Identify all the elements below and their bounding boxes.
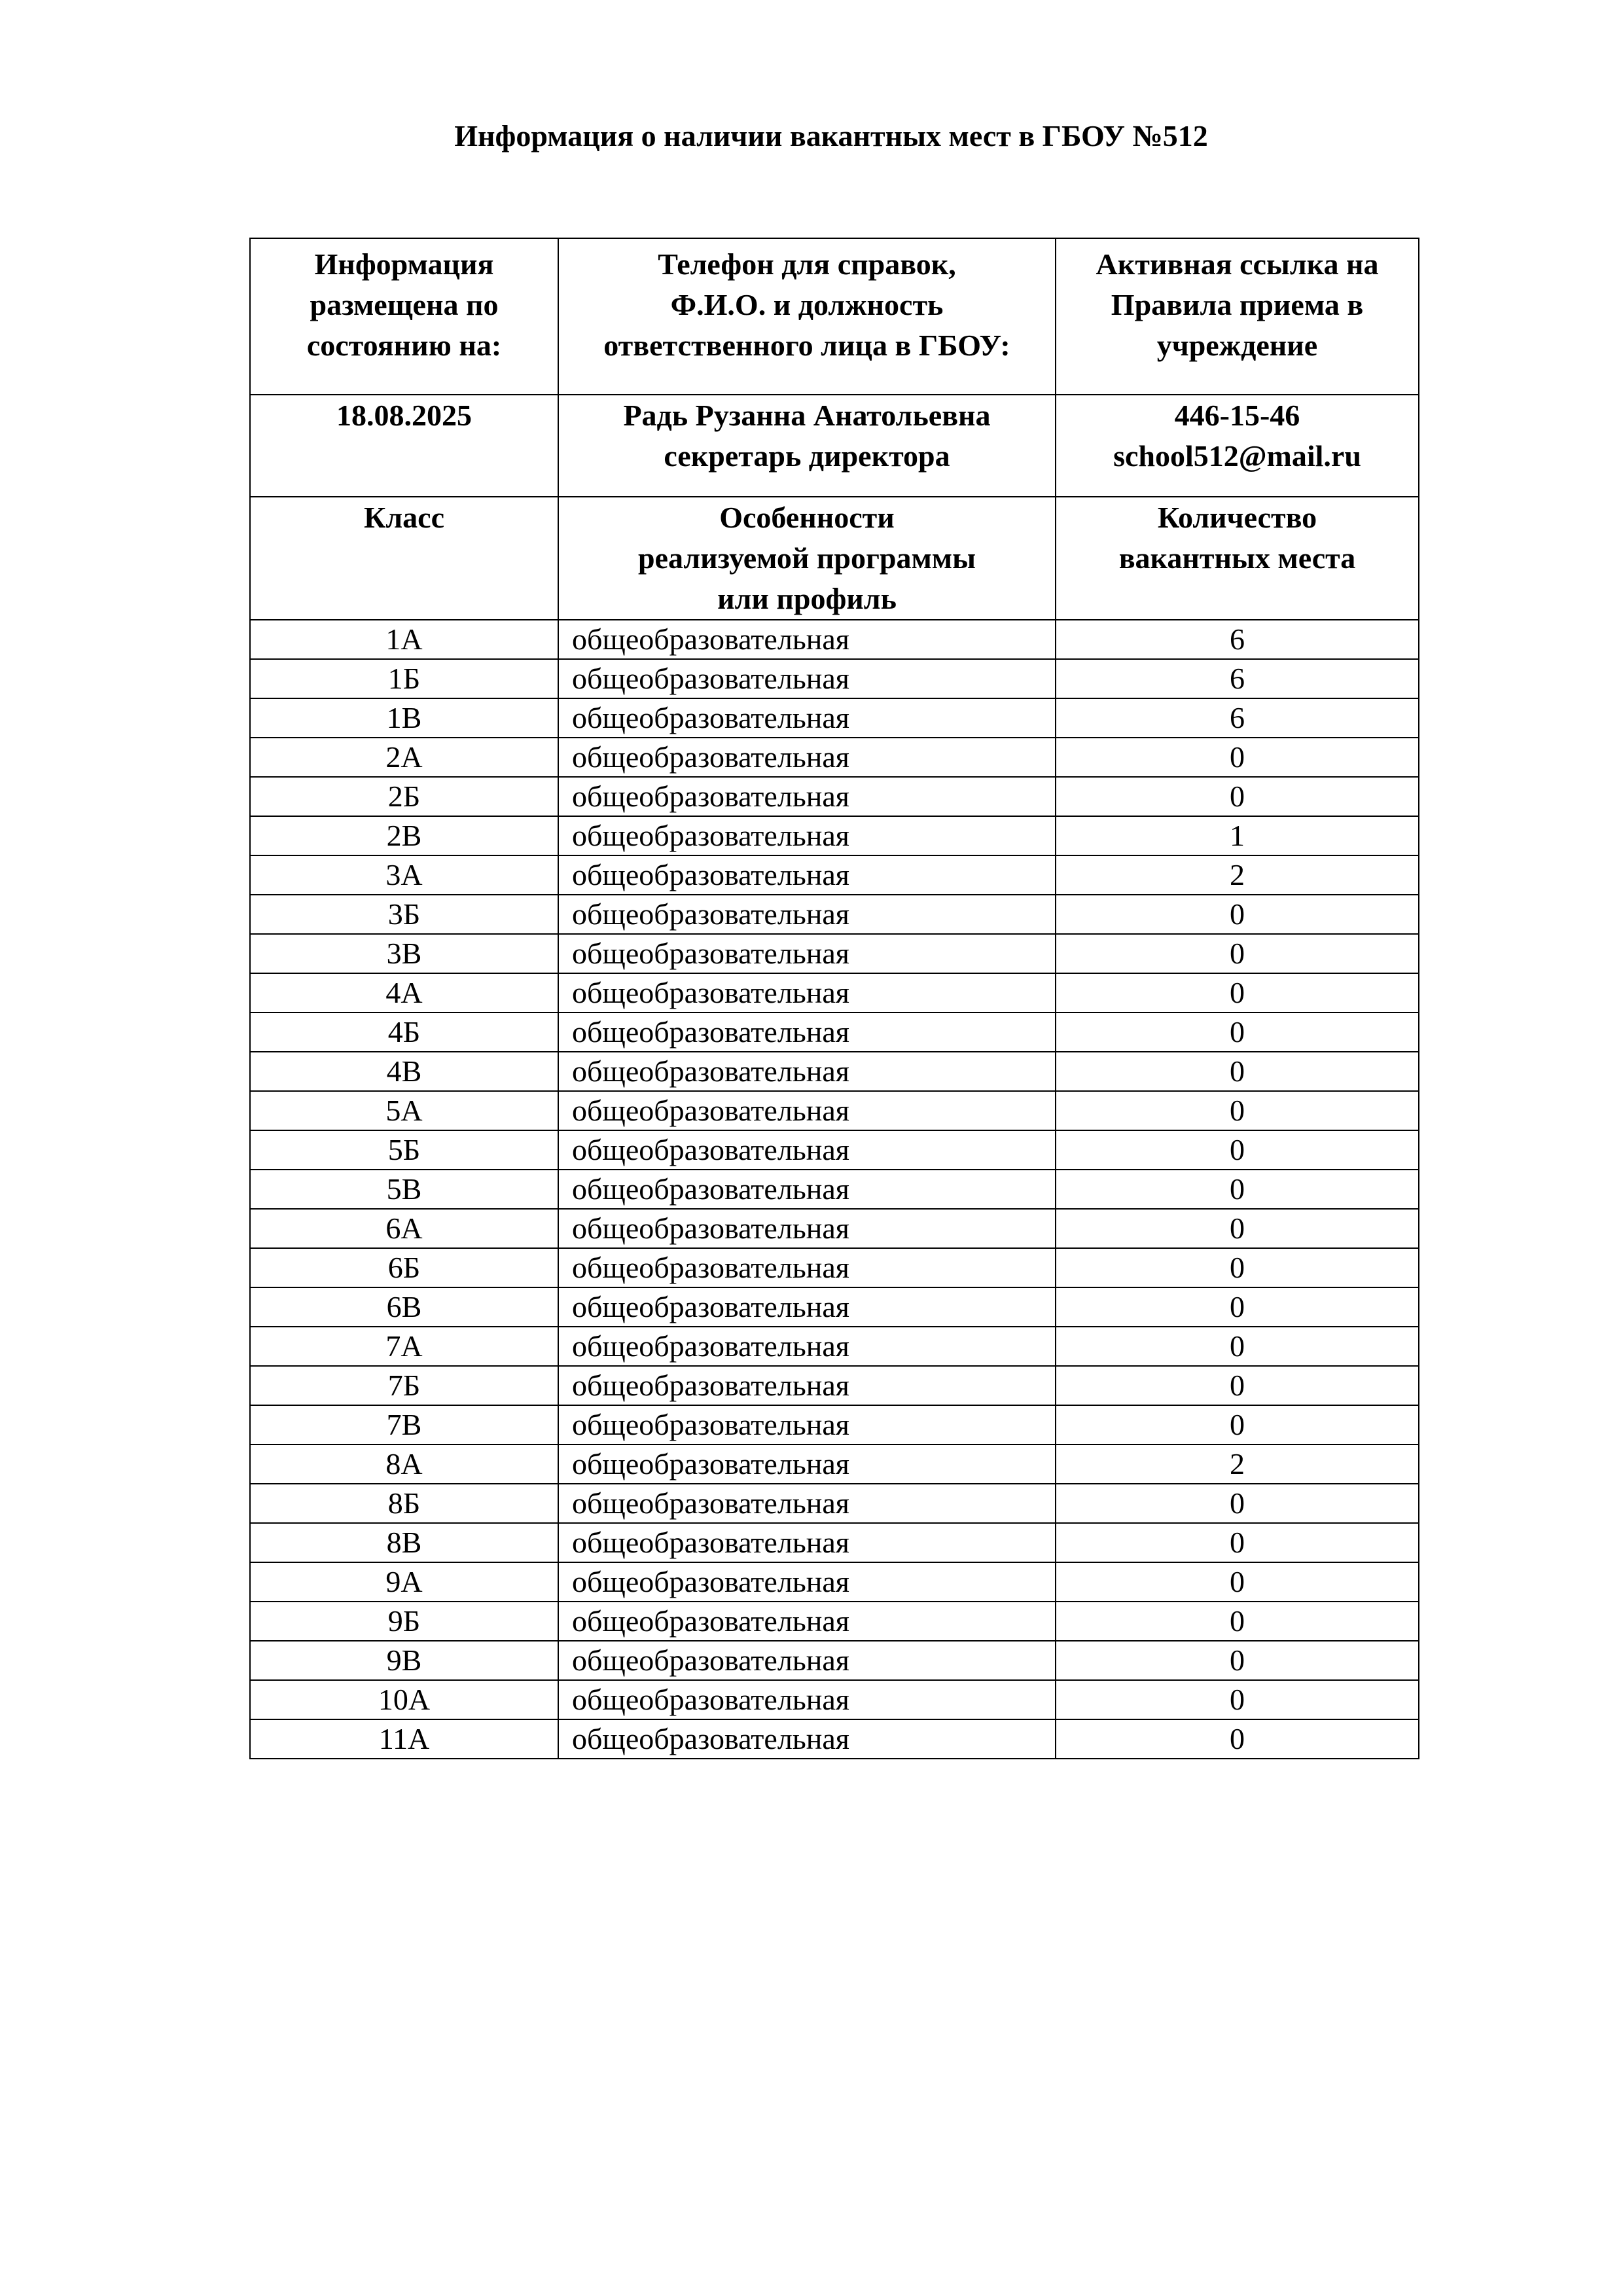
vacancy-count-cell: 0 <box>1056 973 1419 1013</box>
table-row <box>250 1170 1419 1209</box>
class-cell: 9А <box>250 1562 558 1602</box>
table-row <box>250 1562 1419 1602</box>
class-cell: 10А <box>250 1680 558 1719</box>
table-row <box>250 1405 1419 1444</box>
program-cell: общеобразовательная <box>558 1680 1056 1719</box>
vacancy-count-cell: 0 <box>1056 1248 1419 1287</box>
class-cell: 3Б <box>250 895 558 934</box>
program-cell: общеобразовательная <box>558 1444 1056 1484</box>
table-row <box>250 777 1419 816</box>
vacancy-count-cell: 0 <box>1056 1680 1419 1719</box>
class-cell: 1А <box>250 620 558 659</box>
program-cell: общеобразовательная <box>558 934 1056 973</box>
vacancy-count-cell: 0 <box>1056 1130 1419 1170</box>
column-header-count <box>1056 497 1419 620</box>
program-cell: общеобразовательная <box>558 1170 1056 1209</box>
table-row <box>250 1366 1419 1405</box>
program-cell: общеобразовательная <box>558 816 1056 855</box>
info-contact: Радь Рузанна Анатольевна секретарь директора <box>623 399 991 473</box>
vacancy-count-cell: 0 <box>1056 1719 1419 1759</box>
vacancy-count-cell: 2 <box>1056 1444 1419 1484</box>
header-cell-info-date <box>250 238 558 395</box>
program-cell: общеобразовательная <box>558 973 1056 1013</box>
vacancy-count-cell: 0 <box>1056 1484 1419 1523</box>
column-program-label: Особенности реализуемой программы или профиль <box>637 501 976 615</box>
class-cell: 7В <box>250 1405 558 1444</box>
table-row <box>250 1091 1419 1130</box>
info-phone-email[interactable]: 446-15-46 school512@mail.ru <box>1113 399 1361 473</box>
program-cell: общеобразовательная <box>558 1562 1056 1602</box>
vacancy-count-cell: 0 <box>1056 934 1419 973</box>
column-header-class <box>250 497 558 620</box>
class-cell: 11А <box>250 1719 558 1759</box>
vacancy-count-cell: 0 <box>1056 1405 1419 1444</box>
table-row <box>250 1052 1419 1091</box>
table-row <box>250 1209 1419 1248</box>
class-cell: 6В <box>250 1287 558 1327</box>
program-cell: общеобразовательная <box>558 1366 1056 1405</box>
class-cell: 5Б <box>250 1130 558 1170</box>
program-cell: общеобразовательная <box>558 777 1056 816</box>
table-row <box>250 1680 1419 1719</box>
table-row <box>250 855 1419 895</box>
program-cell: общеобразовательная <box>558 1602 1056 1641</box>
class-cell: 9Б <box>250 1602 558 1641</box>
vacancy-count-cell: 6 <box>1056 620 1419 659</box>
info-cell-contact <box>558 395 1056 497</box>
program-cell: общеобразовательная <box>558 1641 1056 1680</box>
table-row <box>250 1641 1419 1680</box>
header-rules-link-label: Активная ссылка на Правила приема в учреждение <box>1096 247 1379 362</box>
vacancy-count-cell: 0 <box>1056 1562 1419 1602</box>
column-class-label: Класс <box>364 501 444 534</box>
columns-header-row <box>250 497 1419 620</box>
program-cell: общеобразовательная <box>558 738 1056 777</box>
program-cell: общеобразовательная <box>558 1405 1056 1444</box>
table-row <box>250 1719 1419 1759</box>
class-cell: 9В <box>250 1641 558 1680</box>
class-cell: 5В <box>250 1170 558 1209</box>
class-cell: 8Б <box>250 1484 558 1523</box>
program-cell: общеобразовательная <box>558 1248 1056 1287</box>
vacancy-count-cell: 0 <box>1056 1366 1419 1405</box>
program-cell: общеобразовательная <box>558 1052 1056 1091</box>
vacancy-count-cell: 0 <box>1056 895 1419 934</box>
vacancy-count-cell: 0 <box>1056 1091 1419 1130</box>
table-row <box>250 698 1419 738</box>
vacancy-table <box>249 238 1419 1759</box>
table-row <box>250 738 1419 777</box>
table-row <box>250 1248 1419 1287</box>
vacancy-count-cell: 0 <box>1056 1523 1419 1562</box>
class-cell: 2Б <box>250 777 558 816</box>
class-cell: 4Б <box>250 1013 558 1052</box>
program-cell: общеобразовательная <box>558 1719 1056 1759</box>
class-cell: 4А <box>250 973 558 1013</box>
class-cell: 1Б <box>250 659 558 698</box>
vacancy-count-cell: 0 <box>1056 777 1419 816</box>
program-cell: общеобразовательная <box>558 620 1056 659</box>
program-cell: общеобразовательная <box>558 1523 1056 1562</box>
class-cell: 7А <box>250 1327 558 1366</box>
info-cell-date <box>250 395 558 497</box>
program-cell: общеобразовательная <box>558 698 1056 738</box>
column-count-label: Количество вакантных места <box>1118 501 1356 575</box>
class-cell: 8А <box>250 1444 558 1484</box>
table-row <box>250 659 1419 698</box>
table-row <box>250 973 1419 1013</box>
info-row <box>250 395 1419 497</box>
table-row <box>250 1523 1419 1562</box>
header-cell-rules-link <box>1056 238 1419 395</box>
vacancy-count-cell: 0 <box>1056 1013 1419 1052</box>
table-row <box>250 895 1419 934</box>
class-cell: 3В <box>250 934 558 973</box>
table-row <box>250 620 1419 659</box>
info-date: 18.08.2025 <box>336 399 472 432</box>
vacancy-count-cell: 0 <box>1056 1602 1419 1641</box>
vacancy-count-cell: 0 <box>1056 738 1419 777</box>
program-cell: общеобразовательная <box>558 1013 1056 1052</box>
header-contact-label: Телефон для справок, Ф.И.О. и должность ответственного лица в ГБОУ: <box>603 247 1010 362</box>
program-cell: общеобразовательная <box>558 1091 1056 1130</box>
class-cell: 6А <box>250 1209 558 1248</box>
table-row <box>250 1484 1419 1523</box>
table-row <box>250 1130 1419 1170</box>
vacancy-count-cell: 6 <box>1056 659 1419 698</box>
header-info-date-label: Информация размещена по состоянию на: <box>306 247 502 362</box>
vacancy-count-cell: 0 <box>1056 1641 1419 1680</box>
vacancy-count-cell: 6 <box>1056 698 1419 738</box>
class-cell: 1В <box>250 698 558 738</box>
program-cell: общеобразовательная <box>558 1484 1056 1523</box>
class-cell: 8В <box>250 1523 558 1562</box>
header-cell-contact <box>558 238 1056 395</box>
info-cell-phone-email <box>1056 395 1419 497</box>
program-cell: общеобразовательная <box>558 1287 1056 1327</box>
program-cell: общеобразовательная <box>558 659 1056 698</box>
vacancy-count-cell: 0 <box>1056 1052 1419 1091</box>
program-cell: общеобразовательная <box>558 1209 1056 1248</box>
table-row <box>250 1287 1419 1327</box>
program-cell: общеобразовательная <box>558 1130 1056 1170</box>
table-row <box>250 816 1419 855</box>
header-row <box>250 238 1419 395</box>
vacancy-count-cell: 0 <box>1056 1287 1419 1327</box>
vacancy-count-cell: 1 <box>1056 816 1419 855</box>
vacancy-count-cell: 0 <box>1056 1327 1419 1366</box>
program-cell: общеобразовательная <box>558 1327 1056 1366</box>
table-row <box>250 1327 1419 1366</box>
class-cell: 3А <box>250 855 558 895</box>
page-title: Информация о наличии вакантных мест в ГБОУ №512 <box>454 119 1208 152</box>
table-row <box>250 1602 1419 1641</box>
class-cell: 6Б <box>250 1248 558 1287</box>
table-row <box>250 1013 1419 1052</box>
class-cell: 5А <box>250 1091 558 1130</box>
column-header-program <box>558 497 1056 620</box>
vacancy-count-cell: 0 <box>1056 1170 1419 1209</box>
class-cell: 4В <box>250 1052 558 1091</box>
vacancy-count-cell: 2 <box>1056 855 1419 895</box>
program-cell: общеобразовательная <box>558 895 1056 934</box>
class-cell: 2В <box>250 816 558 855</box>
vacancy-count-cell: 0 <box>1056 1209 1419 1248</box>
program-cell: общеобразовательная <box>558 855 1056 895</box>
class-cell: 2А <box>250 738 558 777</box>
table-row <box>250 934 1419 973</box>
table-row <box>250 1444 1419 1484</box>
class-cell: 7Б <box>250 1366 558 1405</box>
